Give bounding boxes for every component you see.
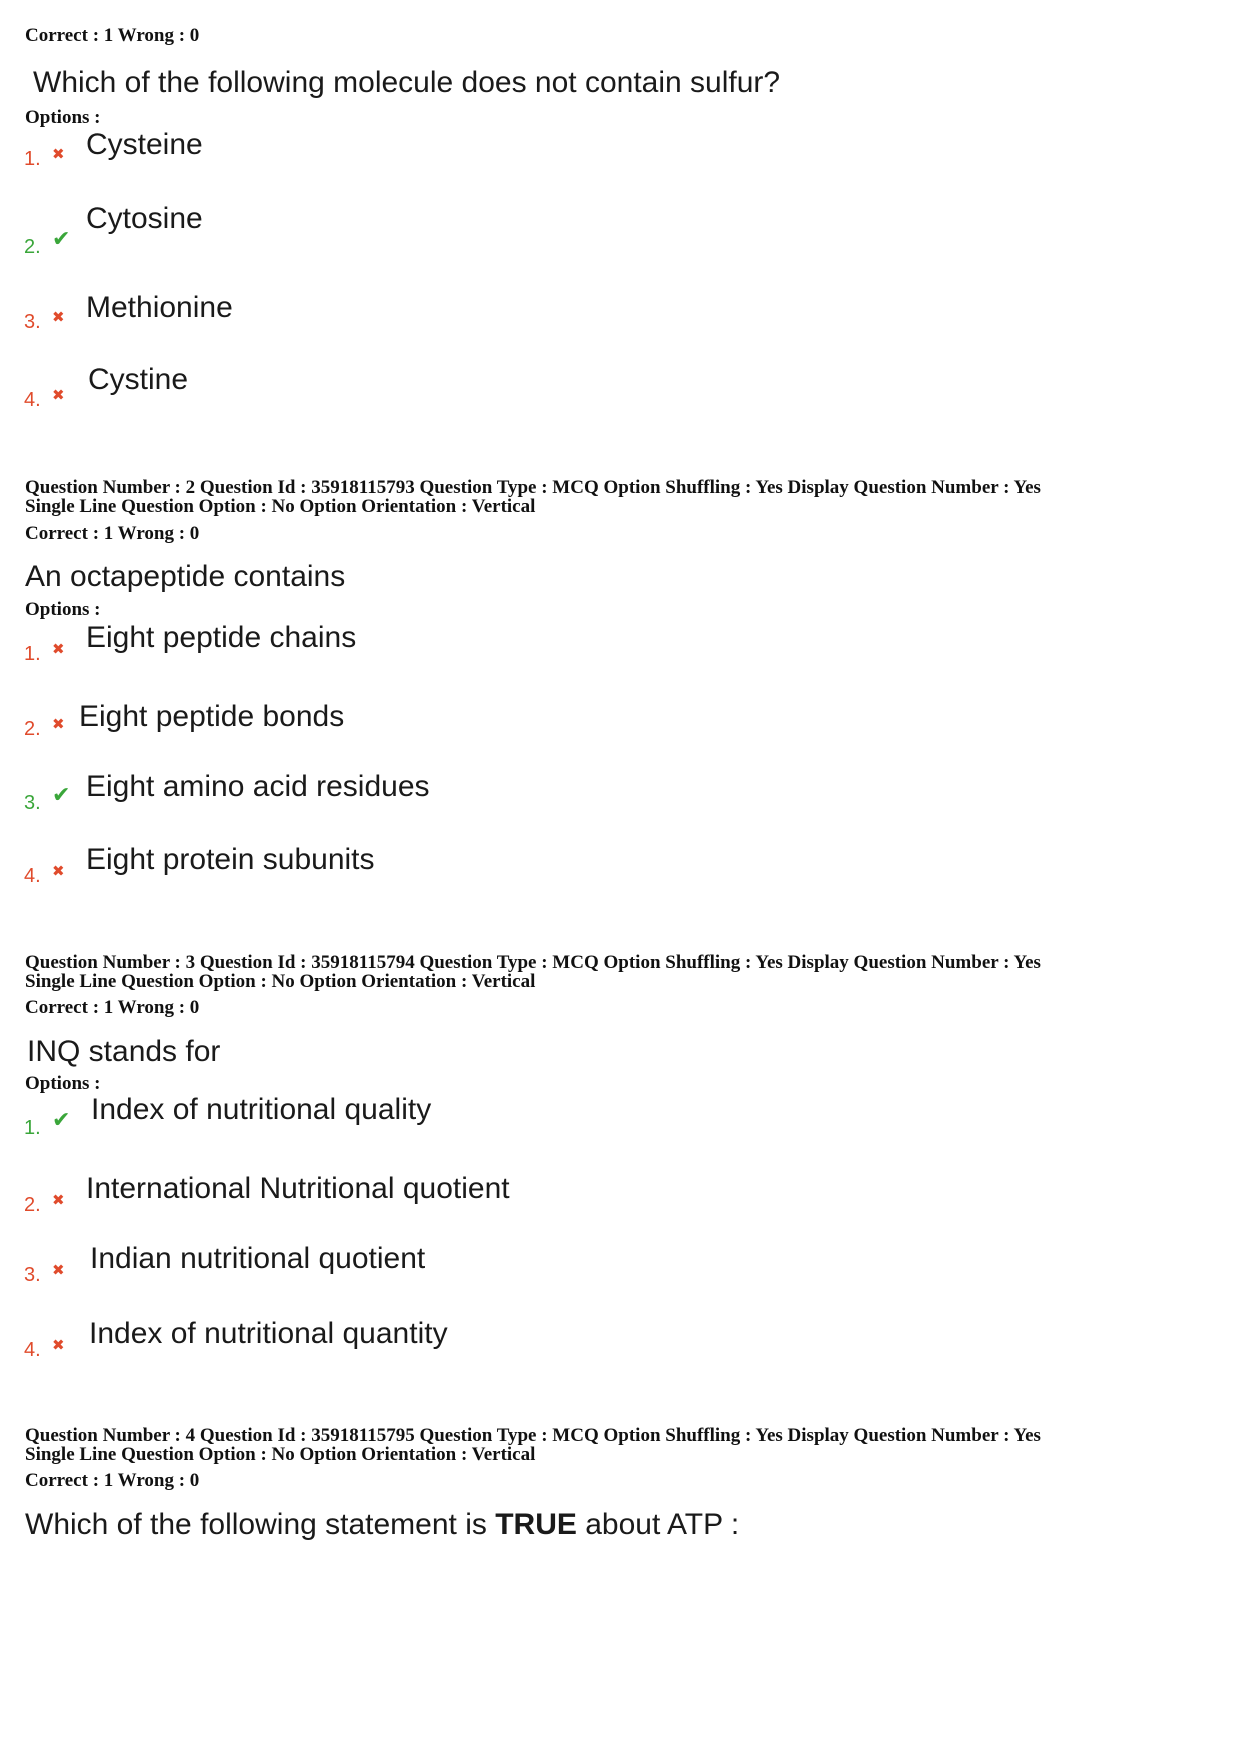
option-number: 2. [24, 718, 41, 740]
q4-question-text [25, 1508, 739, 1542]
option-number: 2. [24, 236, 41, 258]
option-number: 3. [24, 1264, 41, 1286]
option-text: Indian nutritional quotient [90, 1242, 426, 1275]
q3-option-2 [24, 1172, 724, 1232]
q1-question-text: Which of the following molecule does not contain sulfur? [33, 66, 781, 99]
q4-question-text-start: Which of the following statement is [25, 1508, 496, 1541]
cross-icon: ✖ [52, 715, 65, 733]
q2-question-text: An octapeptide contains [25, 560, 346, 593]
q3-option-3 [24, 1242, 724, 1302]
option-text: Methionine [86, 291, 233, 324]
option-text: Eight peptide chains [86, 621, 357, 654]
q3-marks: Correct : 1 Wrong : 0 [25, 997, 200, 1018]
option-text: Eight protein subunits [86, 843, 375, 876]
check-icon: ✔ [52, 1108, 71, 1133]
check-icon: ✔ [52, 227, 71, 252]
q1-marks: Correct : 1 Wrong : 0 [25, 25, 200, 46]
cross-icon: ✖ [52, 1336, 65, 1354]
cross-icon: ✖ [52, 1261, 65, 1279]
option-number: 3. [24, 311, 41, 333]
q4-meta-line-2: Single Line Question Option : No Option Orientation : Vertical [25, 1444, 536, 1465]
option-text: Cystine [88, 363, 189, 396]
q3-option-1 [24, 1093, 724, 1153]
option-number: 4. [24, 389, 41, 411]
q3-options-label: Options : [25, 1073, 101, 1094]
q2-option-1 [24, 621, 724, 681]
option-text: Eight amino acid residues [86, 770, 430, 803]
cross-icon: ✖ [52, 386, 65, 404]
q4-marks: Correct : 1 Wrong : 0 [25, 1470, 200, 1491]
q3-meta-line-2: Single Line Question Option : No Option Orientation : Vertical [25, 971, 536, 992]
q4-question-text-end: about ATP : [576, 1508, 740, 1541]
option-text: Index of nutritional quantity [89, 1317, 448, 1350]
cross-icon: ✖ [52, 308, 65, 326]
option-number: 4. [24, 1339, 41, 1361]
option-text: Cytosine [86, 202, 203, 235]
q2-option-3 [24, 770, 724, 830]
q2-marks: Correct : 1 Wrong : 0 [25, 523, 200, 544]
q2-meta-line-2: Single Line Question Option : No Option Orientation : Vertical [25, 496, 536, 517]
q1-option-4 [24, 363, 724, 423]
cross-icon: ✖ [52, 862, 65, 880]
cross-icon: ✖ [52, 145, 65, 163]
q1-option-3 [24, 291, 724, 351]
option-number: 3. [24, 792, 41, 814]
option-text: Index of nutritional quality [91, 1093, 432, 1126]
q2-option-2 [24, 700, 724, 760]
option-text: International Nutritional quotient [86, 1172, 510, 1205]
q3-question-text: INQ stands for [27, 1035, 221, 1068]
option-number: 2. [24, 1194, 41, 1216]
option-number: 1. [24, 148, 41, 170]
q2-meta-line-1: Question Number : 2 Question Id : 35918115793 Question Type : MCQ Option Shuffling : Yes Display Question Number : Yes [25, 477, 1041, 498]
q1-options-label: Options : [25, 107, 101, 128]
q2-option-4 [24, 843, 724, 903]
option-text: Eight peptide bonds [79, 700, 345, 733]
q3-meta-line-1: Question Number : 3 Question Id : 35918115794 Question Type : MCQ Option Shuffling : Yes Display Question Number : Yes [25, 952, 1041, 973]
option-text: Cysteine [86, 128, 203, 161]
cross-icon: ✖ [52, 640, 65, 658]
option-number: 1. [24, 1117, 41, 1139]
q4-meta-line-1: Question Number : 4 Question Id : 35918115795 Question Type : MCQ Option Shuffling : Yes Display Question Number : Yes [25, 1425, 1041, 1446]
option-number: 4. [24, 865, 41, 887]
q2-options-label: Options : [25, 599, 101, 620]
q1-option-2 [24, 202, 724, 262]
check-icon: ✔ [52, 783, 71, 808]
option-number: 1. [24, 643, 41, 665]
q1-option-1 [24, 128, 724, 188]
q4-question-text-bold: TRUE [495, 1508, 577, 1541]
q3-option-4 [24, 1317, 724, 1377]
cross-icon: ✖ [52, 1191, 65, 1209]
